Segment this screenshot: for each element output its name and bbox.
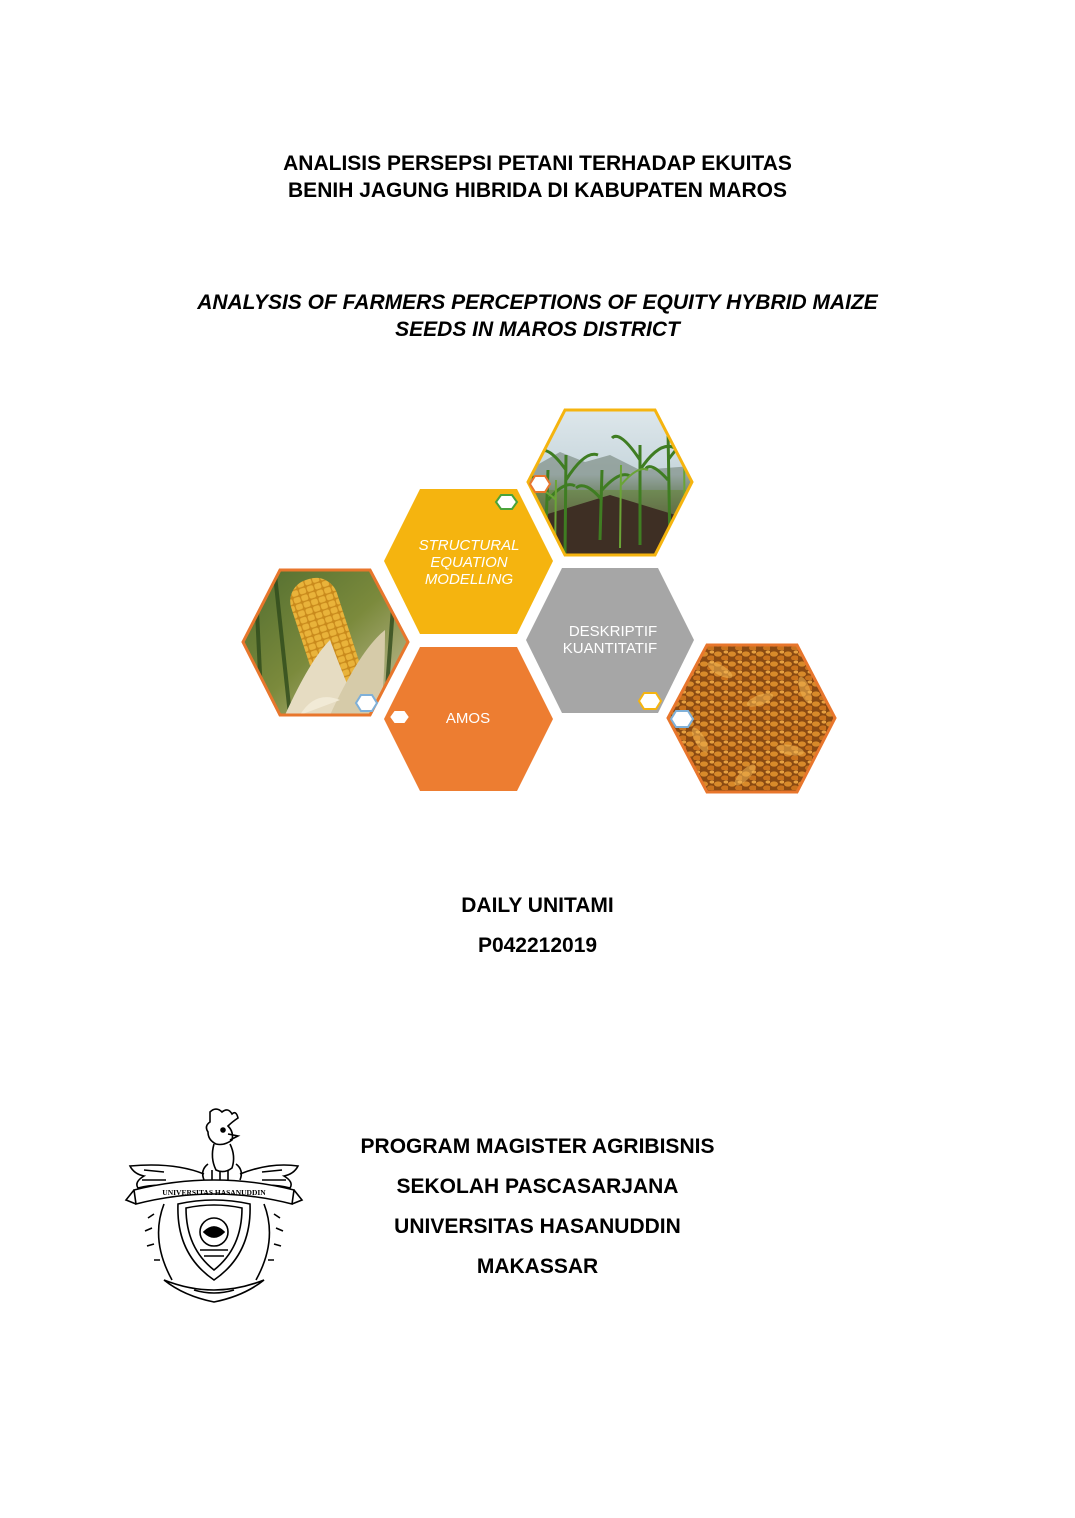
structural-line1: STRUCTURAL — [418, 537, 520, 554]
deskriptif-line1: DESKRIPTIF — [568, 623, 658, 640]
institution-university: UNIVERSITAS HASANUDDIN — [394, 1215, 681, 1238]
structural-line2: EQUATION — [430, 554, 508, 571]
hexagon-structural-equation-modelling — [384, 489, 553, 634]
amos-label: AMOS — [445, 710, 491, 727]
student-id: P042212019 — [477, 934, 598, 957]
institution-city: MAKASSAR — [476, 1255, 599, 1278]
university-seal-logo — [124, 1104, 304, 1306]
seal-banner-text: UNIVERSITAS HASANUDDIN — [162, 1188, 266, 1197]
corn-kernels-photo — [660, 640, 840, 800]
corn-cob-photo — [240, 565, 415, 720]
hexagon-amos — [384, 647, 553, 791]
title-indonesian-line1: ANALISIS PERSEPSI PETANI TERHADAP EKUITAS — [283, 152, 792, 175]
title-english-line2: SEEDS IN MAROS DISTRICT — [395, 318, 680, 341]
hexagon-deskriptif-kuantitatif — [526, 568, 694, 713]
institution-school: SEKOLAH PASCASARJANA — [396, 1175, 679, 1198]
institution-program: PROGRAM MAGISTER AGRIBISNIS — [360, 1135, 715, 1158]
institution-block — [306, 1127, 769, 1287]
author-name: DAILY UNITAMI — [461, 894, 614, 917]
structural-line3: MODELLING — [424, 571, 514, 588]
connector-hexagon-field — [530, 476, 550, 492]
connector-hexagon-cob — [356, 695, 377, 711]
deskriptif-line2: KUANTITATIF — [562, 640, 658, 657]
title-english-line1: ANALYSIS OF FARMERS PERCEPTIONS OF EQUITY HYBRID MAIZE — [197, 291, 878, 314]
title-indonesian-line2: BENIH JAGUNG HIBRIDA DI KABUPATEN MAROS — [288, 179, 787, 202]
